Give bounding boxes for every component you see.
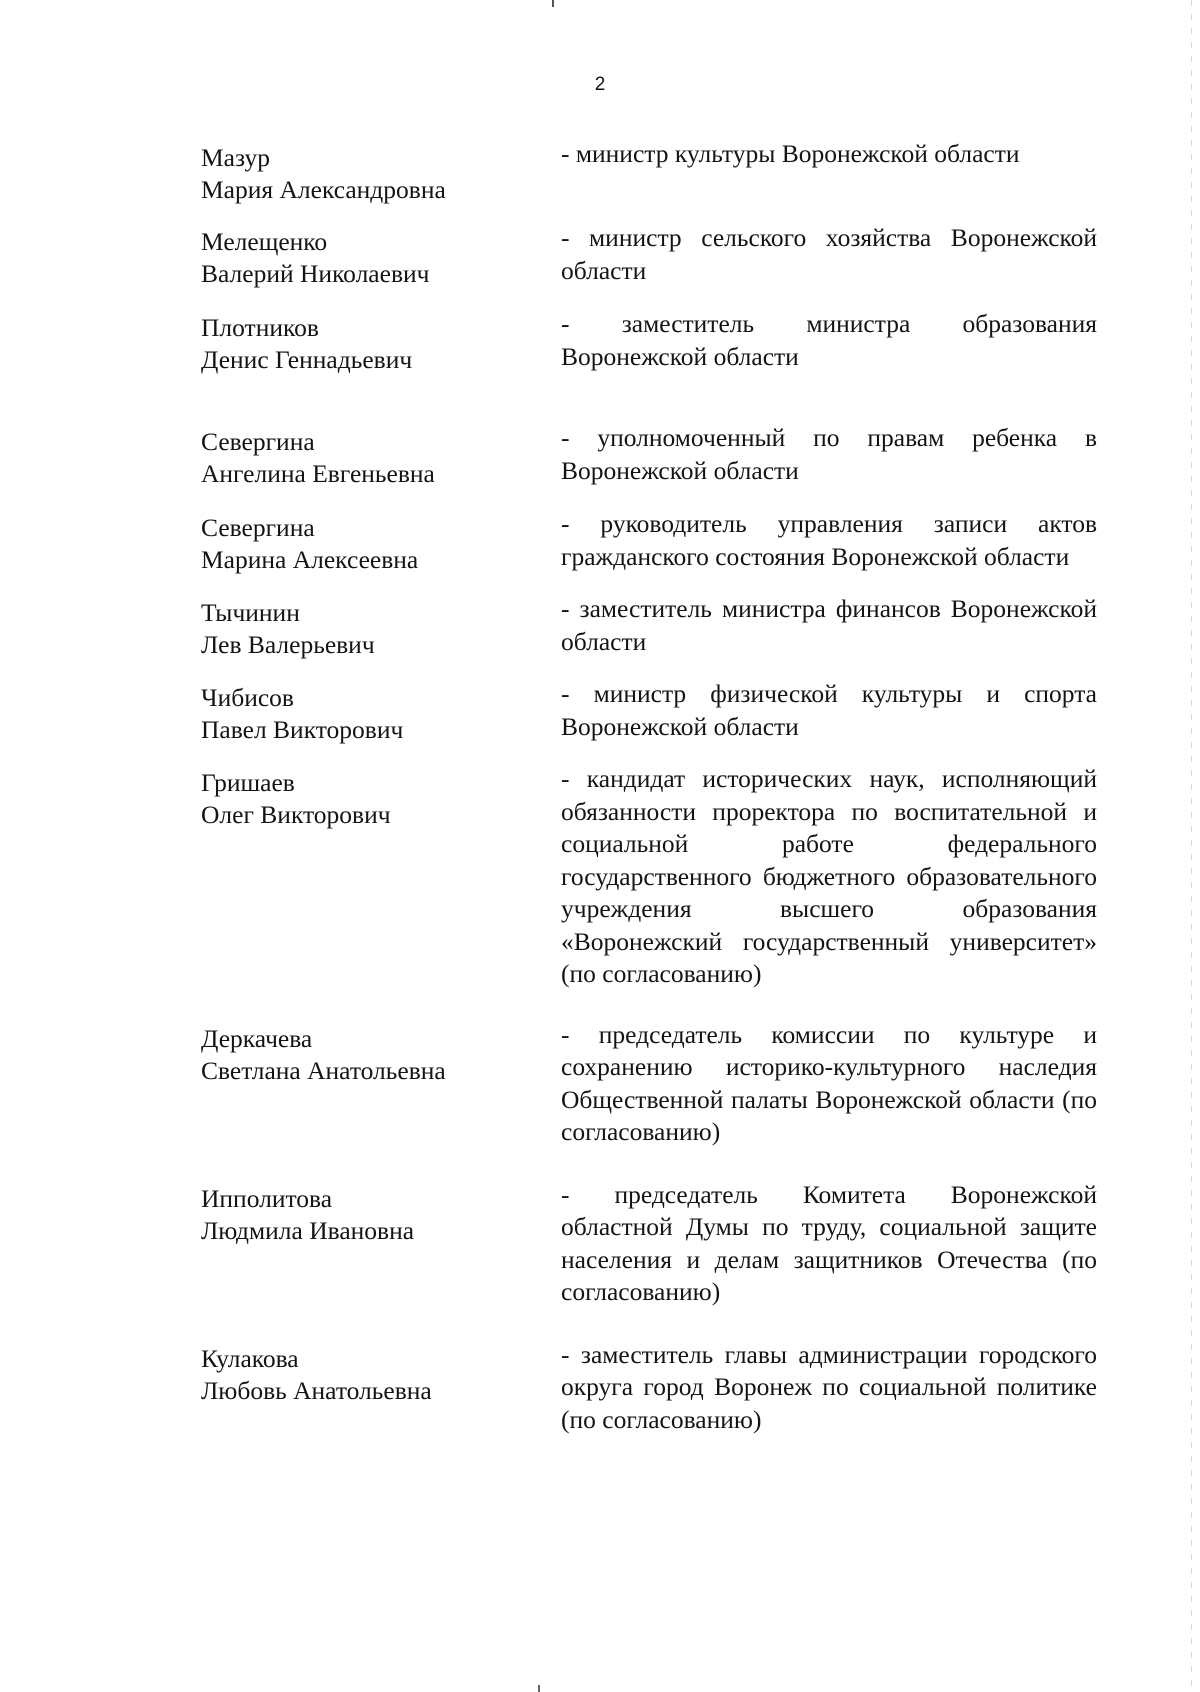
member-surname: Плотников	[201, 313, 319, 342]
member-role: - министр сельского хозяйства Воронежской области	[561, 223, 1097, 285]
member-role: - председатель Комитета Воронежской областной Думы по труду, социальной защите населения и делам защитников Отечества (по согласованию)	[561, 1179, 1097, 1306]
member-entry	[201, 1019, 1097, 1149]
member-given-names: Светлана Анатольевна	[201, 1055, 446, 1085]
scan-edge-shadow	[1191, 0, 1192, 1692]
member-role: - председатель комиссии по культуре и сохранению историко-культурного наследия Общественной палаты Воронежской области (по согласованию)	[561, 1019, 1097, 1146]
member-entry	[201, 308, 1097, 376]
member-surname: Деркачева	[201, 1023, 313, 1053]
member-given-names: Лев Валерьевич	[201, 630, 375, 659]
member-name	[201, 763, 561, 831]
member-name	[201, 593, 561, 661]
member-name	[201, 422, 561, 490]
member-name	[201, 308, 561, 376]
scan-edge-mark	[552, 0, 554, 7]
member-entry	[201, 678, 1097, 746]
page-number: 2	[594, 74, 606, 95]
member-entry	[201, 593, 1097, 661]
member-given-names: Людмила Ивановна	[201, 1215, 415, 1245]
member-name	[201, 508, 561, 576]
member-surname: Мелещенко	[201, 227, 328, 256]
member-given-names: Денис Геннадьевич	[201, 345, 413, 374]
scan-edge-mark	[538, 1685, 540, 1692]
member-role: - министр физической культуры и спорта Воронежской области	[561, 679, 1097, 741]
member-name	[201, 678, 561, 746]
member-surname: Гришаев	[201, 768, 295, 797]
member-entry	[201, 222, 1097, 290]
member-surname: Севергина	[201, 513, 315, 542]
member-entry	[201, 508, 1097, 576]
member-role: - кандидат исторических наук, исполняющий обязанности проректора по воспитательной и социальной работе федерального государственного бюджетного образовательного учреждения высшего образования «Воронежский государственный университет» (по согласованию)	[561, 764, 1097, 988]
member-entry	[201, 1339, 1097, 1437]
member-given-names: Любовь Анатольевна	[201, 1375, 432, 1405]
member-surname: Кулакова	[201, 1343, 299, 1373]
member-role: - заместитель министра финансов Воронежской области	[561, 594, 1097, 656]
member-surname: Севергина	[201, 427, 315, 456]
member-surname: Ипполитова	[201, 1183, 333, 1213]
member-role: - заместитель министра образования Воронежской области	[561, 309, 1097, 371]
member-name	[201, 222, 561, 290]
member-given-names: Олег Викторович	[201, 800, 391, 829]
member-given-names: Ангелина Евгеньевна	[201, 459, 435, 488]
member-name	[201, 1179, 561, 1247]
member-entry	[201, 763, 1097, 991]
member-role: - уполномоченный по правам ребенка в Воронежской области	[561, 423, 1097, 485]
member-list	[201, 138, 1097, 1436]
member-given-names: Марина Алексеевна	[201, 545, 419, 574]
member-entry	[201, 1179, 1097, 1309]
member-entry	[201, 422, 1097, 490]
member-role: - руководитель управления записи актов гражданского состояния Воронежской области	[561, 509, 1097, 571]
member-role: - заместитель главы администрации городского округа город Воронеж по социальной политике (по согласованию)	[561, 1339, 1097, 1434]
member-surname: Чибисов	[201, 683, 294, 712]
member-surname: Тычинин	[201, 598, 300, 627]
member-given-names: Мария Александровна	[201, 175, 446, 204]
member-name	[201, 1339, 561, 1407]
member-role: - министр культуры Воронежской области	[561, 139, 1020, 168]
member-surname: Мазур	[201, 143, 271, 172]
member-name	[201, 1019, 561, 1087]
member-given-names: Валерий Николаевич	[201, 259, 430, 288]
member-name	[201, 138, 561, 206]
member-given-names: Павел Викторович	[201, 715, 404, 744]
member-entry	[201, 138, 1097, 206]
